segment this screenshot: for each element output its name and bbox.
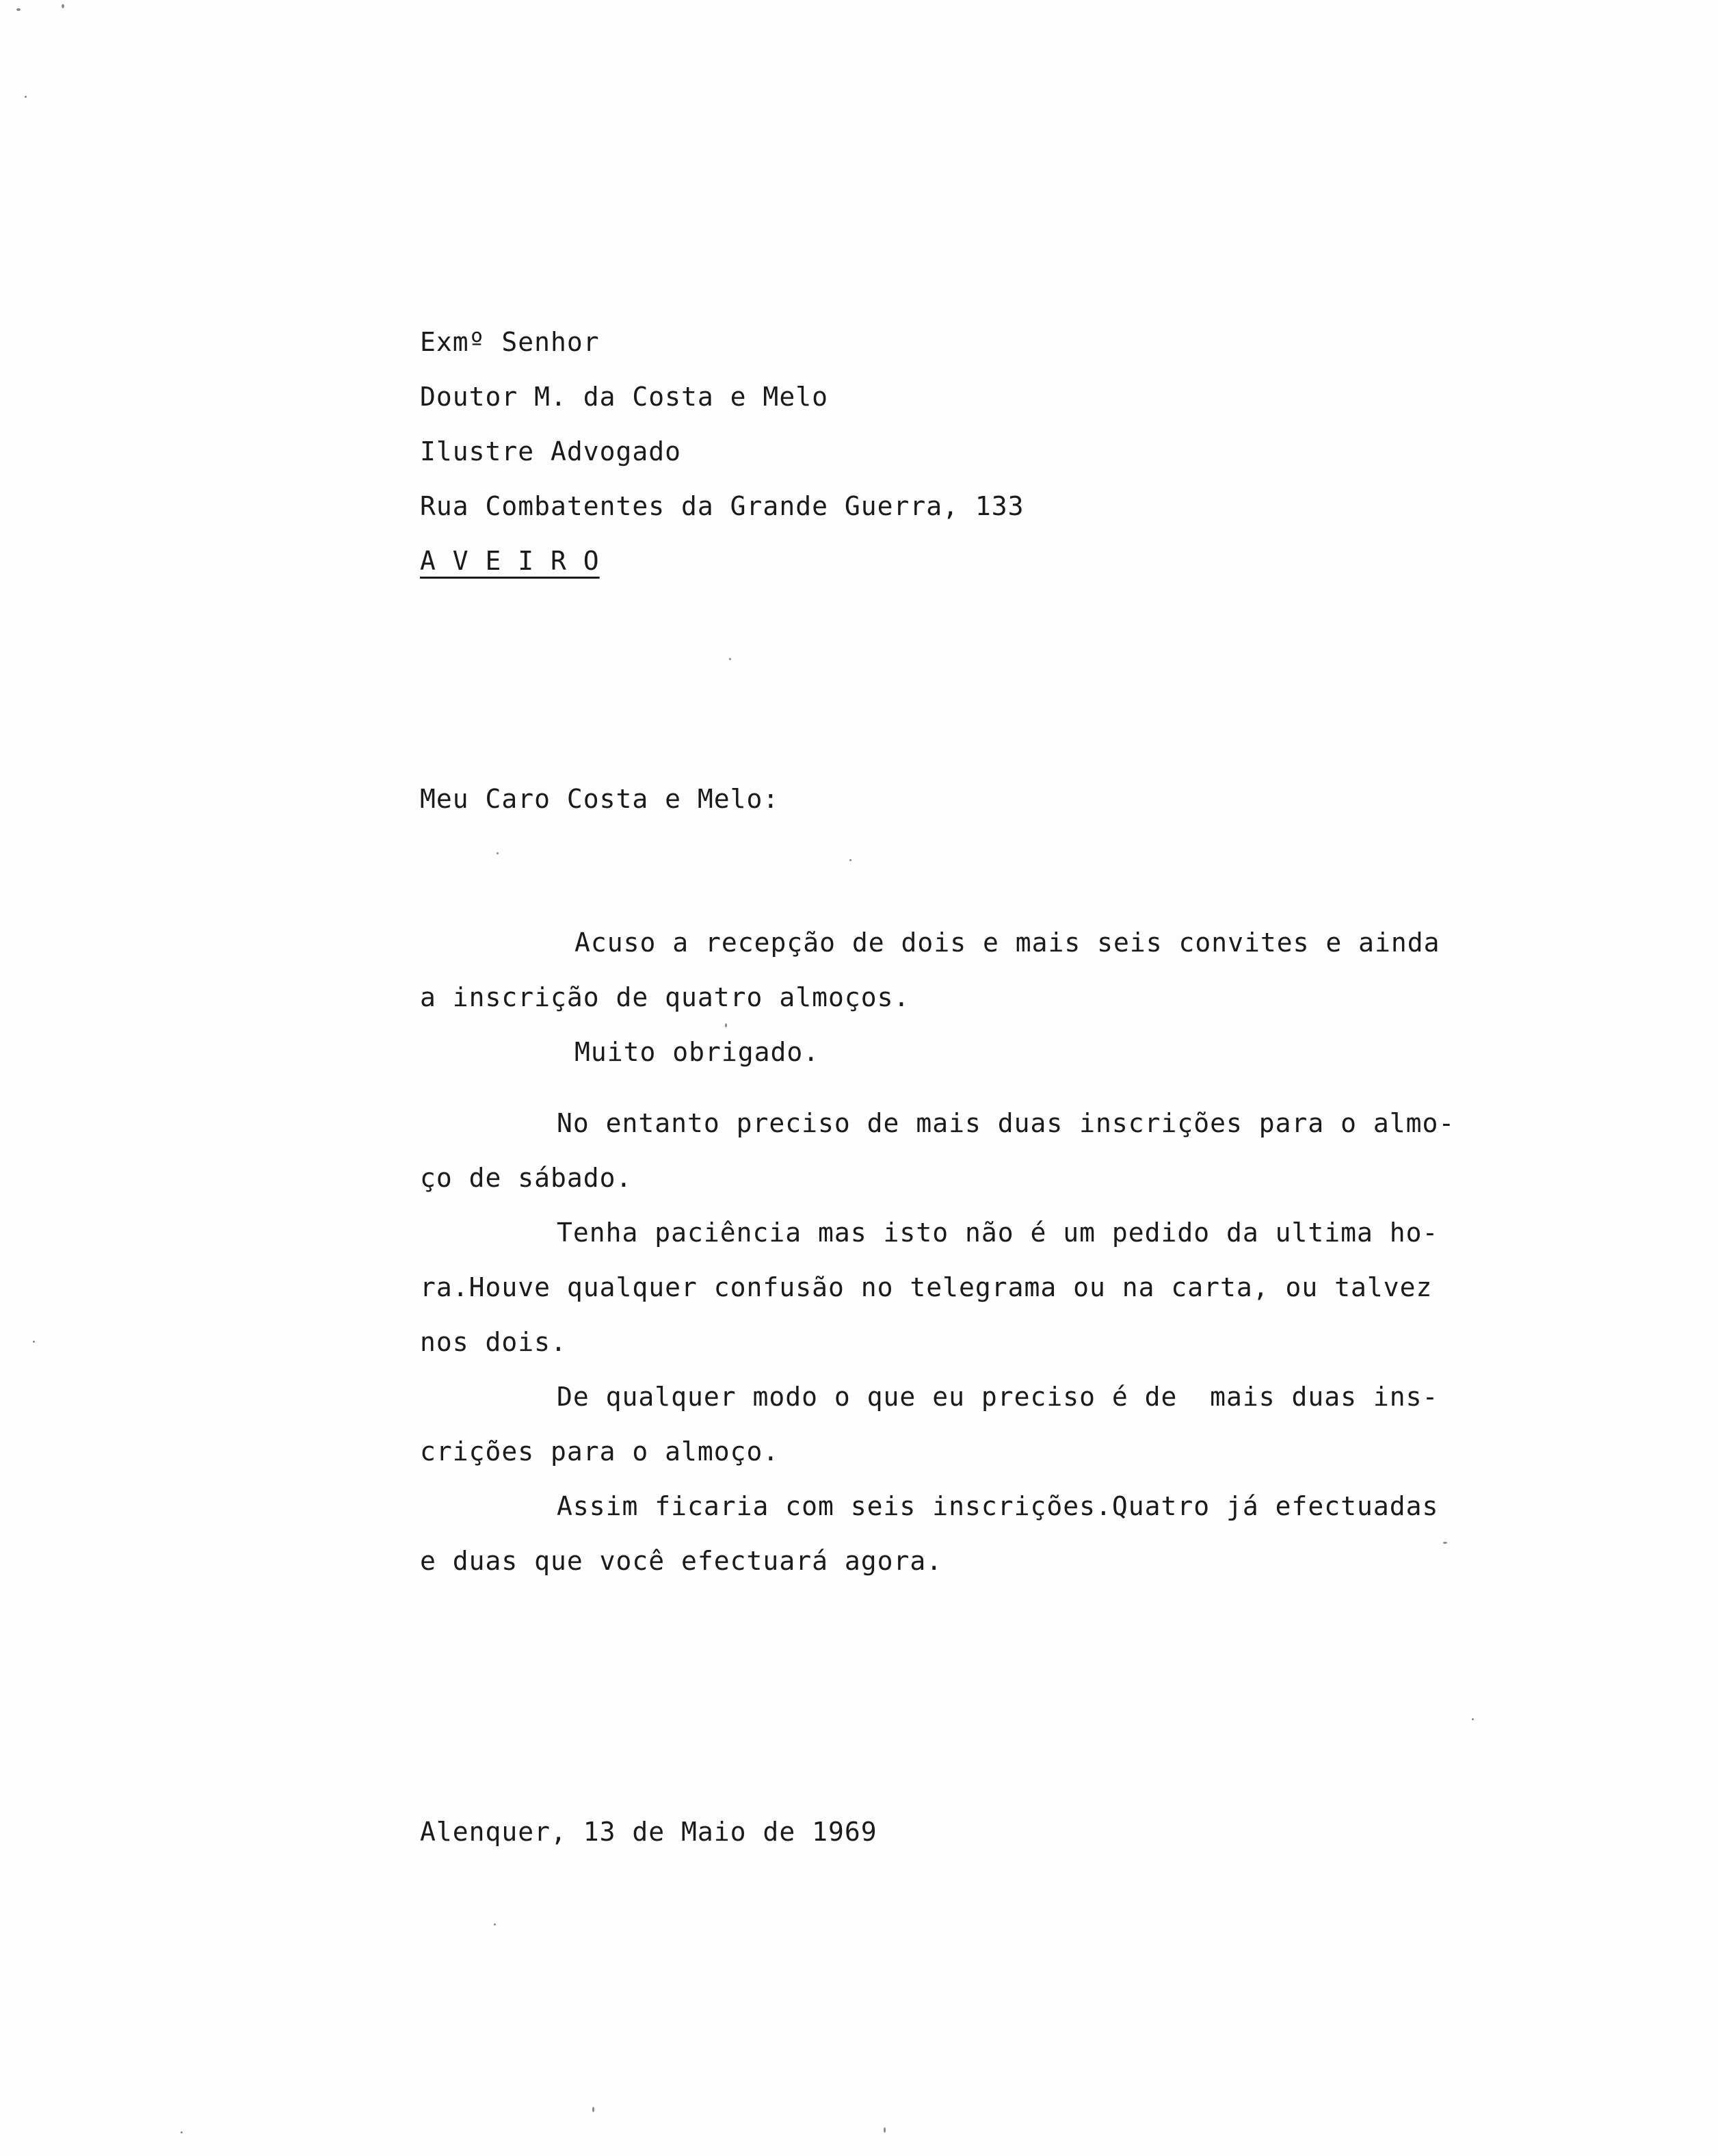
body-line-6: Tenha paciência mas isto não é um pedido da ultima ho-	[557, 1218, 1439, 1248]
body-line-10: crições para o almoço.	[420, 1436, 780, 1467]
body-line-4: No entanto preciso de mais duas inscrições para o almo-	[557, 1108, 1455, 1138]
scan-speck	[497, 852, 499, 854]
scan-speck	[1472, 1718, 1474, 1720]
address-line-4: Rua Combatentes da Grande Guerra, 133	[420, 491, 1025, 521]
salutation: Meu Caro Costa e Melo:	[420, 784, 780, 814]
scan-speck	[25, 96, 27, 98]
scan-speck	[181, 2131, 183, 2133]
scan-speck	[1443, 1542, 1447, 1544]
scan-speck	[62, 4, 64, 8]
address-line-1: Exmº Senhor	[420, 327, 600, 357]
scan-speck	[884, 2127, 886, 2133]
body-line-7: ra.Houve qualquer confusão no telegrama ou na carta, ou talvez	[420, 1272, 1433, 1302]
body-line-3: Muito obrigado.	[574, 1037, 820, 1067]
date-line: Alenquer, 13 de Maio de 1969	[420, 1817, 877, 1847]
address-line-2: Doutor M. da Costa e Melo	[420, 382, 828, 412]
address-city: A V E I R O	[420, 546, 600, 576]
scan-speck	[33, 1341, 35, 1343]
scan-speck	[729, 658, 731, 660]
scan-speck	[494, 1923, 496, 1925]
body-line-2: a inscrição de quatro almoços.	[420, 982, 910, 1012]
body-line-1: Acuso a recepção de dois e mais seis convites e ainda	[574, 928, 1440, 958]
scan-speck	[592, 2107, 594, 2112]
body-line-11: Assim ficaria com seis inscrições.Quatro já efectuadas	[557, 1491, 1439, 1521]
address-line-3: Ilustre Advogado	[420, 436, 682, 466]
body-line-9: De qualquer modo o que eu preciso é de mais duas ins-	[557, 1382, 1439, 1412]
body-line-8: nos dois.	[420, 1327, 567, 1357]
body-line-12: e duas que você efectuará agora.	[420, 1546, 943, 1576]
scan-speck	[725, 1023, 727, 1027]
scan-speck	[16, 8, 21, 11]
scan-speck	[849, 859, 851, 861]
body-line-5: ço de sábado.	[420, 1163, 633, 1193]
